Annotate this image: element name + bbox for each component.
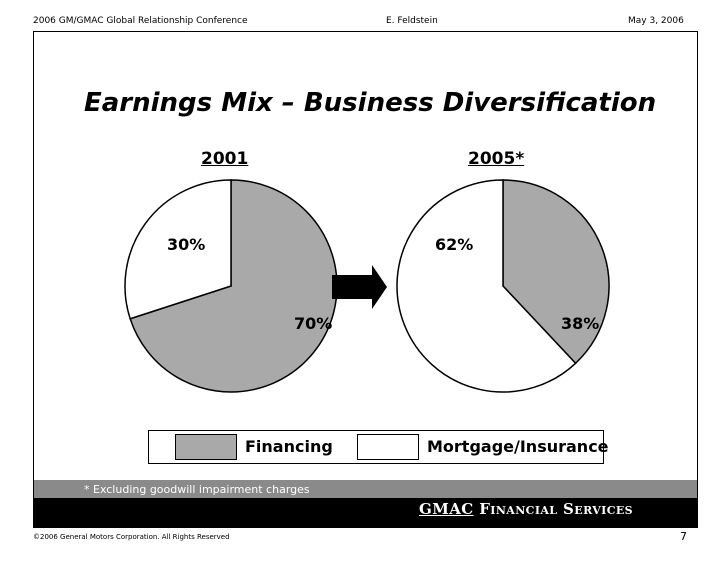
header-presenter: E. Feldstein <box>386 16 438 26</box>
page-number: 7 <box>680 530 687 543</box>
copyright: ©2006 General Motors Corporation. All Rights Reserved <box>33 533 230 541</box>
pie-value-label: 62% <box>435 235 474 254</box>
pie-value-label: 30% <box>167 235 206 254</box>
footnote: * Excluding goodwill impairment charges <box>84 483 310 496</box>
pie-2001 <box>125 180 337 392</box>
pie-value-label: 38% <box>561 314 600 333</box>
header-conference: 2006 GM/GMAC Global Relationship Conference <box>33 16 248 26</box>
pie-2001-title: 2001 <box>201 149 249 169</box>
legend <box>148 430 609 464</box>
logo-financial-services: Financial Services <box>479 500 633 518</box>
gmac-logo <box>419 500 633 518</box>
pie-charts <box>34 32 697 427</box>
legend-label-mortgage-insurance: Mortgage/Insurance <box>427 437 609 456</box>
pie-value-label: 70% <box>294 314 333 333</box>
slide-title: Earnings Mix – Business Diversification <box>84 88 657 118</box>
legend-label-financing: Financing <box>245 437 333 456</box>
pie-2005-title: 2005* <box>468 149 525 169</box>
pie-2005 <box>397 180 609 392</box>
header-date: May 3, 2006 <box>628 16 684 26</box>
right-arrow-icon <box>332 265 387 309</box>
slide-frame <box>33 31 698 528</box>
legend-swatch-mortgage-insurance <box>357 434 419 460</box>
legend-swatch-financing <box>175 434 237 460</box>
logo-gmac: GMAC <box>419 500 474 518</box>
